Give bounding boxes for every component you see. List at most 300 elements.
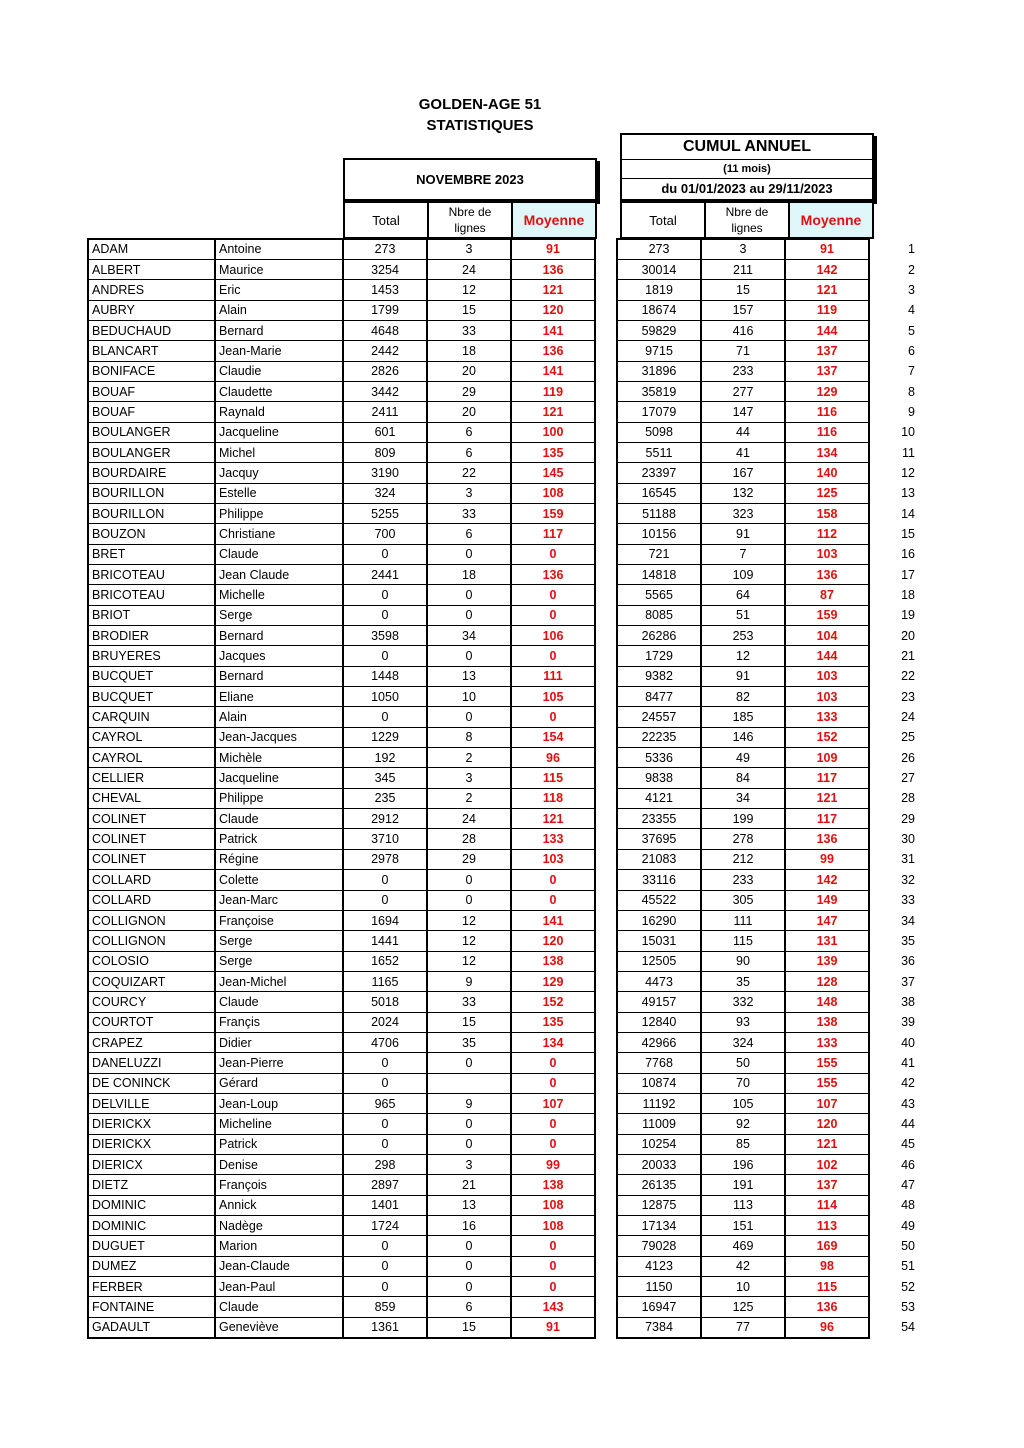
player-firstname: Antoine [215,239,343,259]
cumul-total: 273 [617,239,701,259]
row-number: 35 [869,931,919,951]
player-lastname: COLINET [88,849,215,869]
month-lines: 21 [427,1175,511,1195]
month-lines-header-line1: Nbre de [448,205,492,219]
player-lastname: BRET [88,544,215,564]
cumul-average: 113 [785,1216,869,1236]
cumul-total: 9838 [617,768,701,788]
cumul-lines: 167 [701,463,785,483]
row-number: 49 [869,1216,919,1236]
month-total: 0 [343,585,427,605]
player-firstname: Françoise [215,910,343,930]
column-gap [595,1236,617,1256]
cumul-average: 103 [785,666,869,686]
cumul-average: 87 [785,585,869,605]
cumul-lines: 50 [701,1053,785,1073]
cumul-average: 103 [785,687,869,707]
month-average-header-label: Moyenne [523,212,585,228]
month-total: 3710 [343,829,427,849]
column-gap [595,1154,617,1174]
player-firstname: Jean-Paul [215,1277,343,1297]
column-gap [595,1297,617,1317]
player-lastname: CARQUIN [88,707,215,727]
cumul-average: 149 [785,890,869,910]
month-lines: 3 [427,768,511,788]
title-line-1: GOLDEN-AGE 51 [418,96,542,113]
month-total: 235 [343,788,427,808]
player-lastname: BOURDAIRE [88,463,215,483]
cumul-average: 109 [785,748,869,768]
table-row [88,422,919,442]
column-gap [595,992,617,1012]
column-gap [595,1175,617,1195]
column-gap [595,870,617,890]
player-firstname: Raynald [215,402,343,422]
cumul-total: 721 [617,544,701,564]
month-total: 2441 [343,565,427,585]
month-lines-header [427,201,513,239]
row-number: 31 [869,849,919,869]
row-number: 6 [869,341,919,361]
cumul-total: 18674 [617,300,701,320]
table-row [88,1236,919,1256]
row-number: 34 [869,910,919,930]
column-gap [595,402,617,422]
column-gap [595,951,617,971]
table-row [88,1053,919,1073]
cumul-average: 96 [785,1317,869,1337]
player-lastname: DANELUZZI [88,1053,215,1073]
player-lastname: AUBRY [88,300,215,320]
player-lastname: BRODIER [88,626,215,646]
cumul-total: 21083 [617,849,701,869]
cumul-average: 129 [785,381,869,401]
cumul-lines: 105 [701,1093,785,1113]
month-lines: 29 [427,849,511,869]
cumul-total: 26286 [617,626,701,646]
row-number: 9 [869,402,919,422]
row-number: 40 [869,1032,919,1052]
table-row [88,1256,919,1276]
cumul-average: 104 [785,626,869,646]
month-lines: 29 [427,381,511,401]
column-gap [595,849,617,869]
player-firstname: Jacqueline [215,422,343,442]
column-gap [595,788,617,808]
month-lines: 0 [427,1236,511,1256]
month-total: 1050 [343,687,427,707]
player-firstname: Philippe [215,503,343,523]
column-gap [595,727,617,747]
player-lastname: ALBERT [88,259,215,279]
column-gap [595,809,617,829]
player-lastname: CELLIER [88,768,215,788]
table-row [88,585,919,605]
month-lines: 20 [427,402,511,422]
table-row [88,626,919,646]
cumul-average: 121 [785,1134,869,1154]
cumul-lines: 233 [701,361,785,381]
cumul-total: 23397 [617,463,701,483]
table-row [88,259,919,279]
row-number: 21 [869,646,919,666]
row-number: 4 [869,300,919,320]
cumul-total: 7768 [617,1053,701,1073]
cumul-total: 23355 [617,809,701,829]
player-firstname: Colette [215,870,343,890]
player-lastname: BOUAF [88,381,215,401]
row-number: 7 [869,361,919,381]
month-average: 154 [511,727,595,747]
player-firstname: Jean-Claude [215,1256,343,1276]
month-total: 1453 [343,280,427,300]
cumul-average: 125 [785,483,869,503]
month-lines: 33 [427,320,511,340]
row-number: 43 [869,1093,919,1113]
cumul-lines: 277 [701,381,785,401]
table-row [88,687,919,707]
player-lastname: CAYROL [88,727,215,747]
table-row [88,1093,919,1113]
column-gap [595,1073,617,1093]
cumul-average: 133 [785,1032,869,1052]
player-firstname: Gérard [215,1073,343,1093]
cumul-lines: 157 [701,300,785,320]
cumul-average-header-label: Moyenne [800,212,862,228]
player-firstname: Maurice [215,259,343,279]
title-line-2: STATISTIQUES [426,117,534,134]
player-lastname: COURTOT [88,1012,215,1032]
row-number: 15 [869,524,919,544]
cumul-lines: 233 [701,870,785,890]
stats-table [87,238,919,1339]
cumul-average: 144 [785,320,869,340]
row-number: 28 [869,788,919,808]
cumul-average: 155 [785,1053,869,1073]
cumul-total: 8085 [617,605,701,625]
month-average: 119 [511,381,595,401]
row-number: 30 [869,829,919,849]
row-number: 53 [869,1297,919,1317]
row-number: 38 [869,992,919,1012]
month-lines: 35 [427,1032,511,1052]
table-row [88,605,919,625]
month-total: 3442 [343,381,427,401]
month-lines: 33 [427,503,511,523]
column-gap [595,1053,617,1073]
month-average: 121 [511,809,595,829]
cumul-average: 98 [785,1256,869,1276]
player-lastname: BOURILLON [88,483,215,503]
cumul-average: 119 [785,300,869,320]
month-lines: 6 [427,1297,511,1317]
column-gap [595,585,617,605]
row-number: 48 [869,1195,919,1215]
month-total: 3598 [343,626,427,646]
column-gap [595,259,617,279]
cumul-lines: 113 [701,1195,785,1215]
column-gap [595,320,617,340]
month-average: 141 [511,910,595,930]
cumul-average: 128 [785,971,869,991]
cumul-total: 5565 [617,585,701,605]
month-lines: 16 [427,1216,511,1236]
player-firstname: Serge [215,605,343,625]
column-gap [595,422,617,442]
cumul-total: 8477 [617,687,701,707]
month-lines: 6 [427,442,511,462]
cumul-average: 137 [785,1175,869,1195]
player-firstname: Bernard [215,666,343,686]
table-row [88,931,919,951]
cumul-average: 147 [785,910,869,930]
player-lastname: COURCY [88,992,215,1012]
cumul-lines: 91 [701,666,785,686]
column-gap [595,829,617,849]
month-lines: 12 [427,280,511,300]
cumul-total: 10156 [617,524,701,544]
month-lines: 6 [427,422,511,442]
month-average-header [511,201,597,239]
player-firstname: Didier [215,1032,343,1052]
player-lastname: DUMEZ [88,1256,215,1276]
month-average: 0 [511,1053,595,1073]
cumul-average: 131 [785,931,869,951]
month-lines: 6 [427,524,511,544]
cumul-average: 121 [785,788,869,808]
table-row [88,280,919,300]
player-lastname: BRICOTEAU [88,565,215,585]
player-firstname: Jean-Marc [215,890,343,910]
column-gap [595,361,617,381]
cumul-lines: 85 [701,1134,785,1154]
month-total: 965 [343,1093,427,1113]
row-number: 12 [869,463,919,483]
table-row [88,1317,919,1337]
month-total: 2442 [343,341,427,361]
cumul-average: 159 [785,605,869,625]
cumul-total: 11009 [617,1114,701,1134]
month-average: 135 [511,442,595,462]
cumul-total: 16545 [617,483,701,503]
player-lastname: BOUAF [88,402,215,422]
column-gap [595,1134,617,1154]
month-lines: 0 [427,585,511,605]
table-row [88,910,919,930]
row-number: 24 [869,707,919,727]
month-total-header [343,201,429,239]
month-average: 136 [511,259,595,279]
month-total: 700 [343,524,427,544]
month-average: 0 [511,1073,595,1093]
player-firstname: Michèle [215,748,343,768]
cumul-total: 12840 [617,1012,701,1032]
player-lastname: COLINET [88,809,215,829]
row-number: 46 [869,1154,919,1174]
month-lines: 0 [427,1053,511,1073]
month-average: 141 [511,320,595,340]
player-firstname: Philippe [215,788,343,808]
player-firstname: Claude [215,809,343,829]
cumul-average: 121 [785,280,869,300]
cumul-total-header [620,201,706,239]
month-average: 120 [511,931,595,951]
table-row [88,768,919,788]
table-row [88,788,919,808]
month-average: 0 [511,605,595,625]
cumul-lines-header [704,201,790,239]
month-total: 4648 [343,320,427,340]
month-total: 0 [343,1134,427,1154]
cumul-average: 142 [785,259,869,279]
player-firstname: Serge [215,931,343,951]
month-average: 108 [511,1216,595,1236]
row-number: 14 [869,503,919,523]
month-average: 145 [511,463,595,483]
month-average: 108 [511,483,595,503]
cumul-lines: 132 [701,483,785,503]
cumul-lines: 84 [701,768,785,788]
table-row [88,1154,919,1174]
cumul-title: CUMUL ANNUEL [622,135,872,160]
month-total: 0 [343,1114,427,1134]
month-total: 1799 [343,300,427,320]
cumul-total: 42966 [617,1032,701,1052]
player-firstname: Eric [215,280,343,300]
month-total: 4706 [343,1032,427,1052]
cumul-total: 10874 [617,1073,701,1093]
month-lines: 0 [427,605,511,625]
month-average: 138 [511,1175,595,1195]
month-total: 192 [343,748,427,768]
row-number: 32 [869,870,919,890]
column-gap [595,687,617,707]
row-number: 26 [869,748,919,768]
cumul-lines: 323 [701,503,785,523]
cumul-average: 158 [785,503,869,523]
player-firstname: Jean Claude [215,565,343,585]
cumul-total: 7384 [617,1317,701,1337]
month-total: 859 [343,1297,427,1317]
month-average: 0 [511,890,595,910]
month-total: 1448 [343,666,427,686]
cumul-months: (11 mois) [622,160,872,179]
month-average: 0 [511,870,595,890]
row-number: 47 [869,1175,919,1195]
column-gap [595,1195,617,1215]
month-lines-header-line2: lignes [454,221,486,235]
row-number: 11 [869,442,919,462]
column-gap [595,524,617,544]
month-average: 91 [511,239,595,259]
column-gap [595,910,617,930]
player-firstname: Patrick [215,1134,343,1154]
cumul-total-header-label: Total [649,212,677,228]
row-number: 52 [869,1277,919,1297]
cumul-lines: 70 [701,1073,785,1093]
month-average: 0 [511,544,595,564]
month-lines: 12 [427,931,511,951]
cumul-total: 35819 [617,381,701,401]
month-total: 2897 [343,1175,427,1195]
player-lastname: BUCQUET [88,666,215,686]
player-firstname: Jean-Pierre [215,1053,343,1073]
month-total: 2411 [343,402,427,422]
table-row [88,300,919,320]
player-firstname: Jean-Jacques [215,727,343,747]
player-lastname: CHEVAL [88,788,215,808]
cumul-lines: 111 [701,910,785,930]
month-average: 105 [511,687,595,707]
player-lastname: DOMINIC [88,1216,215,1236]
cumul-lines: 49 [701,748,785,768]
player-lastname: FERBER [88,1277,215,1297]
cumul-total: 37695 [617,829,701,849]
month-total: 0 [343,890,427,910]
row-number: 10 [869,422,919,442]
column-gap [595,239,617,259]
cumul-average: 138 [785,1012,869,1032]
table-row [88,463,919,483]
row-number: 50 [869,1236,919,1256]
month-lines: 13 [427,1195,511,1215]
cumul-lines: 278 [701,829,785,849]
player-lastname: DE CONINCK [88,1073,215,1093]
cumul-lines: 305 [701,890,785,910]
cumul-average: 133 [785,707,869,727]
column-gap [595,1216,617,1236]
player-firstname: Claude [215,992,343,1012]
player-lastname: CAYROL [88,748,215,768]
player-lastname: BOURILLON [88,503,215,523]
player-lastname: GADAULT [88,1317,215,1337]
month-average: 138 [511,951,595,971]
cumul-total: 17134 [617,1216,701,1236]
month-average: 159 [511,503,595,523]
month-lines: 9 [427,971,511,991]
month-lines [427,1073,511,1093]
table-row [88,442,919,462]
cumul-lines: 253 [701,626,785,646]
player-firstname: Michel [215,442,343,462]
column-gap [595,748,617,768]
month-total: 0 [343,1236,427,1256]
row-number: 54 [869,1317,919,1337]
month-average: 135 [511,1012,595,1032]
table-row [88,849,919,869]
player-firstname: Jacques [215,646,343,666]
month-average: 0 [511,1236,595,1256]
cumul-average: 103 [785,544,869,564]
column-gap [595,605,617,625]
column-gap [595,971,617,991]
cumul-average: 148 [785,992,869,1012]
player-firstname: Claudette [215,381,343,401]
player-lastname: COLLIGNON [88,931,215,951]
month-lines: 12 [427,951,511,971]
month-total: 601 [343,422,427,442]
month-total: 0 [343,605,427,625]
player-lastname: COQUIZART [88,971,215,991]
table-row [88,951,919,971]
cumul-total: 22235 [617,727,701,747]
month-total: 2978 [343,849,427,869]
month-lines: 13 [427,666,511,686]
month-average: 0 [511,646,595,666]
cumul-lines: 77 [701,1317,785,1337]
month-lines: 2 [427,748,511,768]
table-row [88,646,919,666]
